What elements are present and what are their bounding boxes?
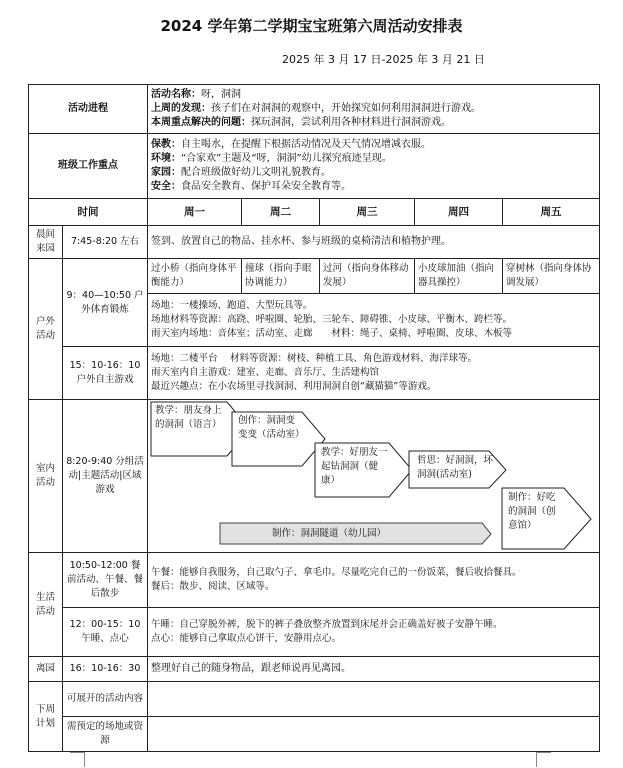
activity-name-value: 呀，洞洞 [201, 89, 241, 100]
life-snack: 点心：能够自己拿取点心饼干，安静用点心。 [151, 633, 342, 644]
page-corner-mark-right [536, 752, 551, 767]
life-after: 餐后：散步、阅读、区域等。 [151, 581, 275, 592]
outdoor-rain1: 雨天室内场地：音体室；活动室、走廊 材料：绳子、桌椅、呼啦圈、皮球、木板等 [151, 328, 513, 339]
leave-time: 16：10-16：30 [63, 657, 148, 682]
date-range: 2025 年 3 月 17 日-2025 年 3 月 21 日 [282, 53, 485, 66]
life-time-1: 10:50-12:00 餐前活动、午餐、餐后散步 [63, 553, 148, 608]
morning-time: 7:45-8:20 左右 [63, 226, 148, 259]
header-tue: 周二 [242, 199, 320, 226]
leave-content: 整理好自己的随身物品，跟老师说再见离园。 [148, 657, 600, 682]
outdoor-games-row [29, 259, 600, 294]
focus-row [29, 134, 600, 199]
outdoor-free-row [29, 347, 600, 400]
focus-care-label: 保教： [151, 139, 181, 150]
indoor-wed: 教学：好朋友一起钻洞洞（健康） [321, 447, 388, 486]
header-wed: 周三 [320, 199, 415, 226]
game-tue: 撞球（指向手眼协调能力） [242, 259, 320, 294]
last-week-label: 上周的发现： [151, 103, 211, 114]
leave-row [29, 657, 600, 682]
outdoor-site1: 场地：一楼操场、跑道、大型玩具等。 [151, 300, 313, 311]
outdoor-label: 户外活动 [29, 259, 63, 400]
outdoor-materials1: 场地材料等资源：高跷、呼啦圈、轮胎、三轮车、障碍锥、小皮球、平衡木、跨栏等。 [151, 314, 513, 325]
focus-env-value: “合家欢”主题及“呀，洞洞”幼儿探究痕迹呈现。 [181, 153, 392, 164]
outdoor-sport-time: 9：40—10:50 户外体育锻炼 [63, 259, 148, 347]
plan-resources-label: 需预定的场地或资源 [63, 717, 148, 752]
plan-resources-value [148, 717, 600, 752]
life-content-2 [148, 608, 600, 657]
progress-content [148, 85, 600, 134]
focus-safety-label: 安全： [151, 181, 181, 192]
outdoor-site2: 场地：二楼平台 材料等资源：树枝、种植工具、角色游戏材料、海洋球等。 [151, 353, 478, 364]
life-row-2 [29, 608, 600, 657]
game-thu: 小皮球加油（指向器具操控） [415, 259, 503, 294]
focus-safety-value: 食品安全教育、保护耳朵安全教育等。 [181, 181, 351, 192]
life-nap: 午睡：自己穿脱外裤，脱下的裤子叠放整齐放置到床尾并会正确盖好被子安静午睡。 [151, 619, 503, 630]
life-content-1 [148, 553, 600, 608]
header-thu: 周四 [415, 199, 503, 226]
plan-row-2 [29, 717, 600, 752]
indoor-row [29, 400, 600, 553]
header-mon: 周一 [148, 199, 242, 226]
progress-label: 活动进程 [29, 85, 148, 134]
plan-activities-value [148, 682, 600, 717]
focus-home-label: 家园： [151, 167, 181, 178]
game-wed: 过河（指向身体移动发展） [320, 259, 415, 294]
indoor-fri: 制作：好吃的洞洞（创意馆） [508, 492, 556, 531]
life-lunch: 午餐：能够自我服务，自己取勺子、拿毛巾。尽量吃完自己的一份饭菜，餐后收拾餐具。 [151, 567, 522, 578]
outdoor-free-time: 15：10-16：10 户外自主游戏 [63, 347, 148, 400]
indoor-mon: 教学：朋友身上的洞洞（语言） [155, 405, 222, 430]
outdoor-rain2: 雨天室内自主游戏：建室、走廊、音乐厅、生活建构馆 [151, 367, 380, 378]
activity-name-label: 活动名称： [151, 89, 201, 100]
this-week-label: 本周重点解决的问题： [151, 117, 251, 128]
plan-activities-label: 可展开的活动内容 [63, 682, 148, 717]
indoor-fri-shape [502, 488, 592, 550]
indoor-flow-canvas [148, 400, 599, 548]
page-corner-mark-left [70, 752, 85, 767]
focus-env-label: 环境： [151, 153, 181, 164]
indoor-flow [148, 400, 600, 553]
morning-content: 签到、放置自己的物品、挂水杯、参与班级的桌椅清洁和植物护理。 [148, 226, 600, 259]
morning-row [29, 226, 600, 259]
plan-label: 下周计划 [29, 682, 63, 752]
this-week-value: 探玩洞洞，尝试利用各种材料进行洞洞游戏。 [251, 117, 451, 128]
life-row-1 [29, 553, 600, 608]
progress-row [29, 85, 600, 134]
focus-content [148, 134, 600, 199]
outdoor-sport-detail [148, 294, 600, 347]
indoor-tue: 创作：洞洞变变变（活动室） [238, 415, 305, 440]
indoor-thu: 哲思：好洞洞，坏洞洞(活动室) [417, 455, 494, 480]
game-fri: 穿树林（指向身体协调发展） [503, 259, 600, 294]
indoor-bar-shape [220, 523, 492, 545]
game-mon: 过小桥（指向身体平衡能力） [148, 259, 242, 294]
indoor-time: 8:20-9:40 分组活动|主题活动|区域游戏 [63, 400, 148, 553]
morning-label: 晨间来园 [29, 226, 63, 259]
schedule-table [28, 84, 600, 752]
last-week-value: 孩子们在对洞洞的观察中，开始探究如何利用洞洞进行游戏。 [211, 103, 481, 114]
indoor-wed-shape [315, 443, 413, 498]
header-fri: 周五 [503, 199, 600, 226]
plan-row-1 [29, 682, 600, 717]
header-row [29, 199, 600, 226]
indoor-label: 室内活动 [29, 400, 63, 553]
indoor-bar: 制作：洞洞隧道（幼儿园） [272, 528, 387, 539]
outdoor-free-detail [148, 347, 600, 400]
life-label: 生活活动 [29, 553, 63, 657]
focus-home-value: 配合班级做好幼儿文明礼貌教育。 [181, 167, 331, 178]
focus-label: 班级工作重点 [29, 134, 148, 199]
life-time-2: 12：00-15：10 午睡、点心 [63, 608, 148, 657]
focus-care-value: 自主喝水，在提醒下根据活动情况及天气情况增减衣服。 [181, 139, 431, 150]
outdoor-interest: 最近兴趣点：在小农场里寻找洞洞、利用洞洞自创“藏猫猫”等游戏。 [151, 381, 437, 392]
document-title: 2024 学年第二学期宝宝班第六周活动安排表 [160, 17, 463, 35]
leave-label: 离园 [29, 657, 63, 682]
header-time: 时间 [29, 199, 148, 226]
indoor-thu-shape [409, 451, 507, 489]
indoor-tue-shape [232, 412, 326, 467]
